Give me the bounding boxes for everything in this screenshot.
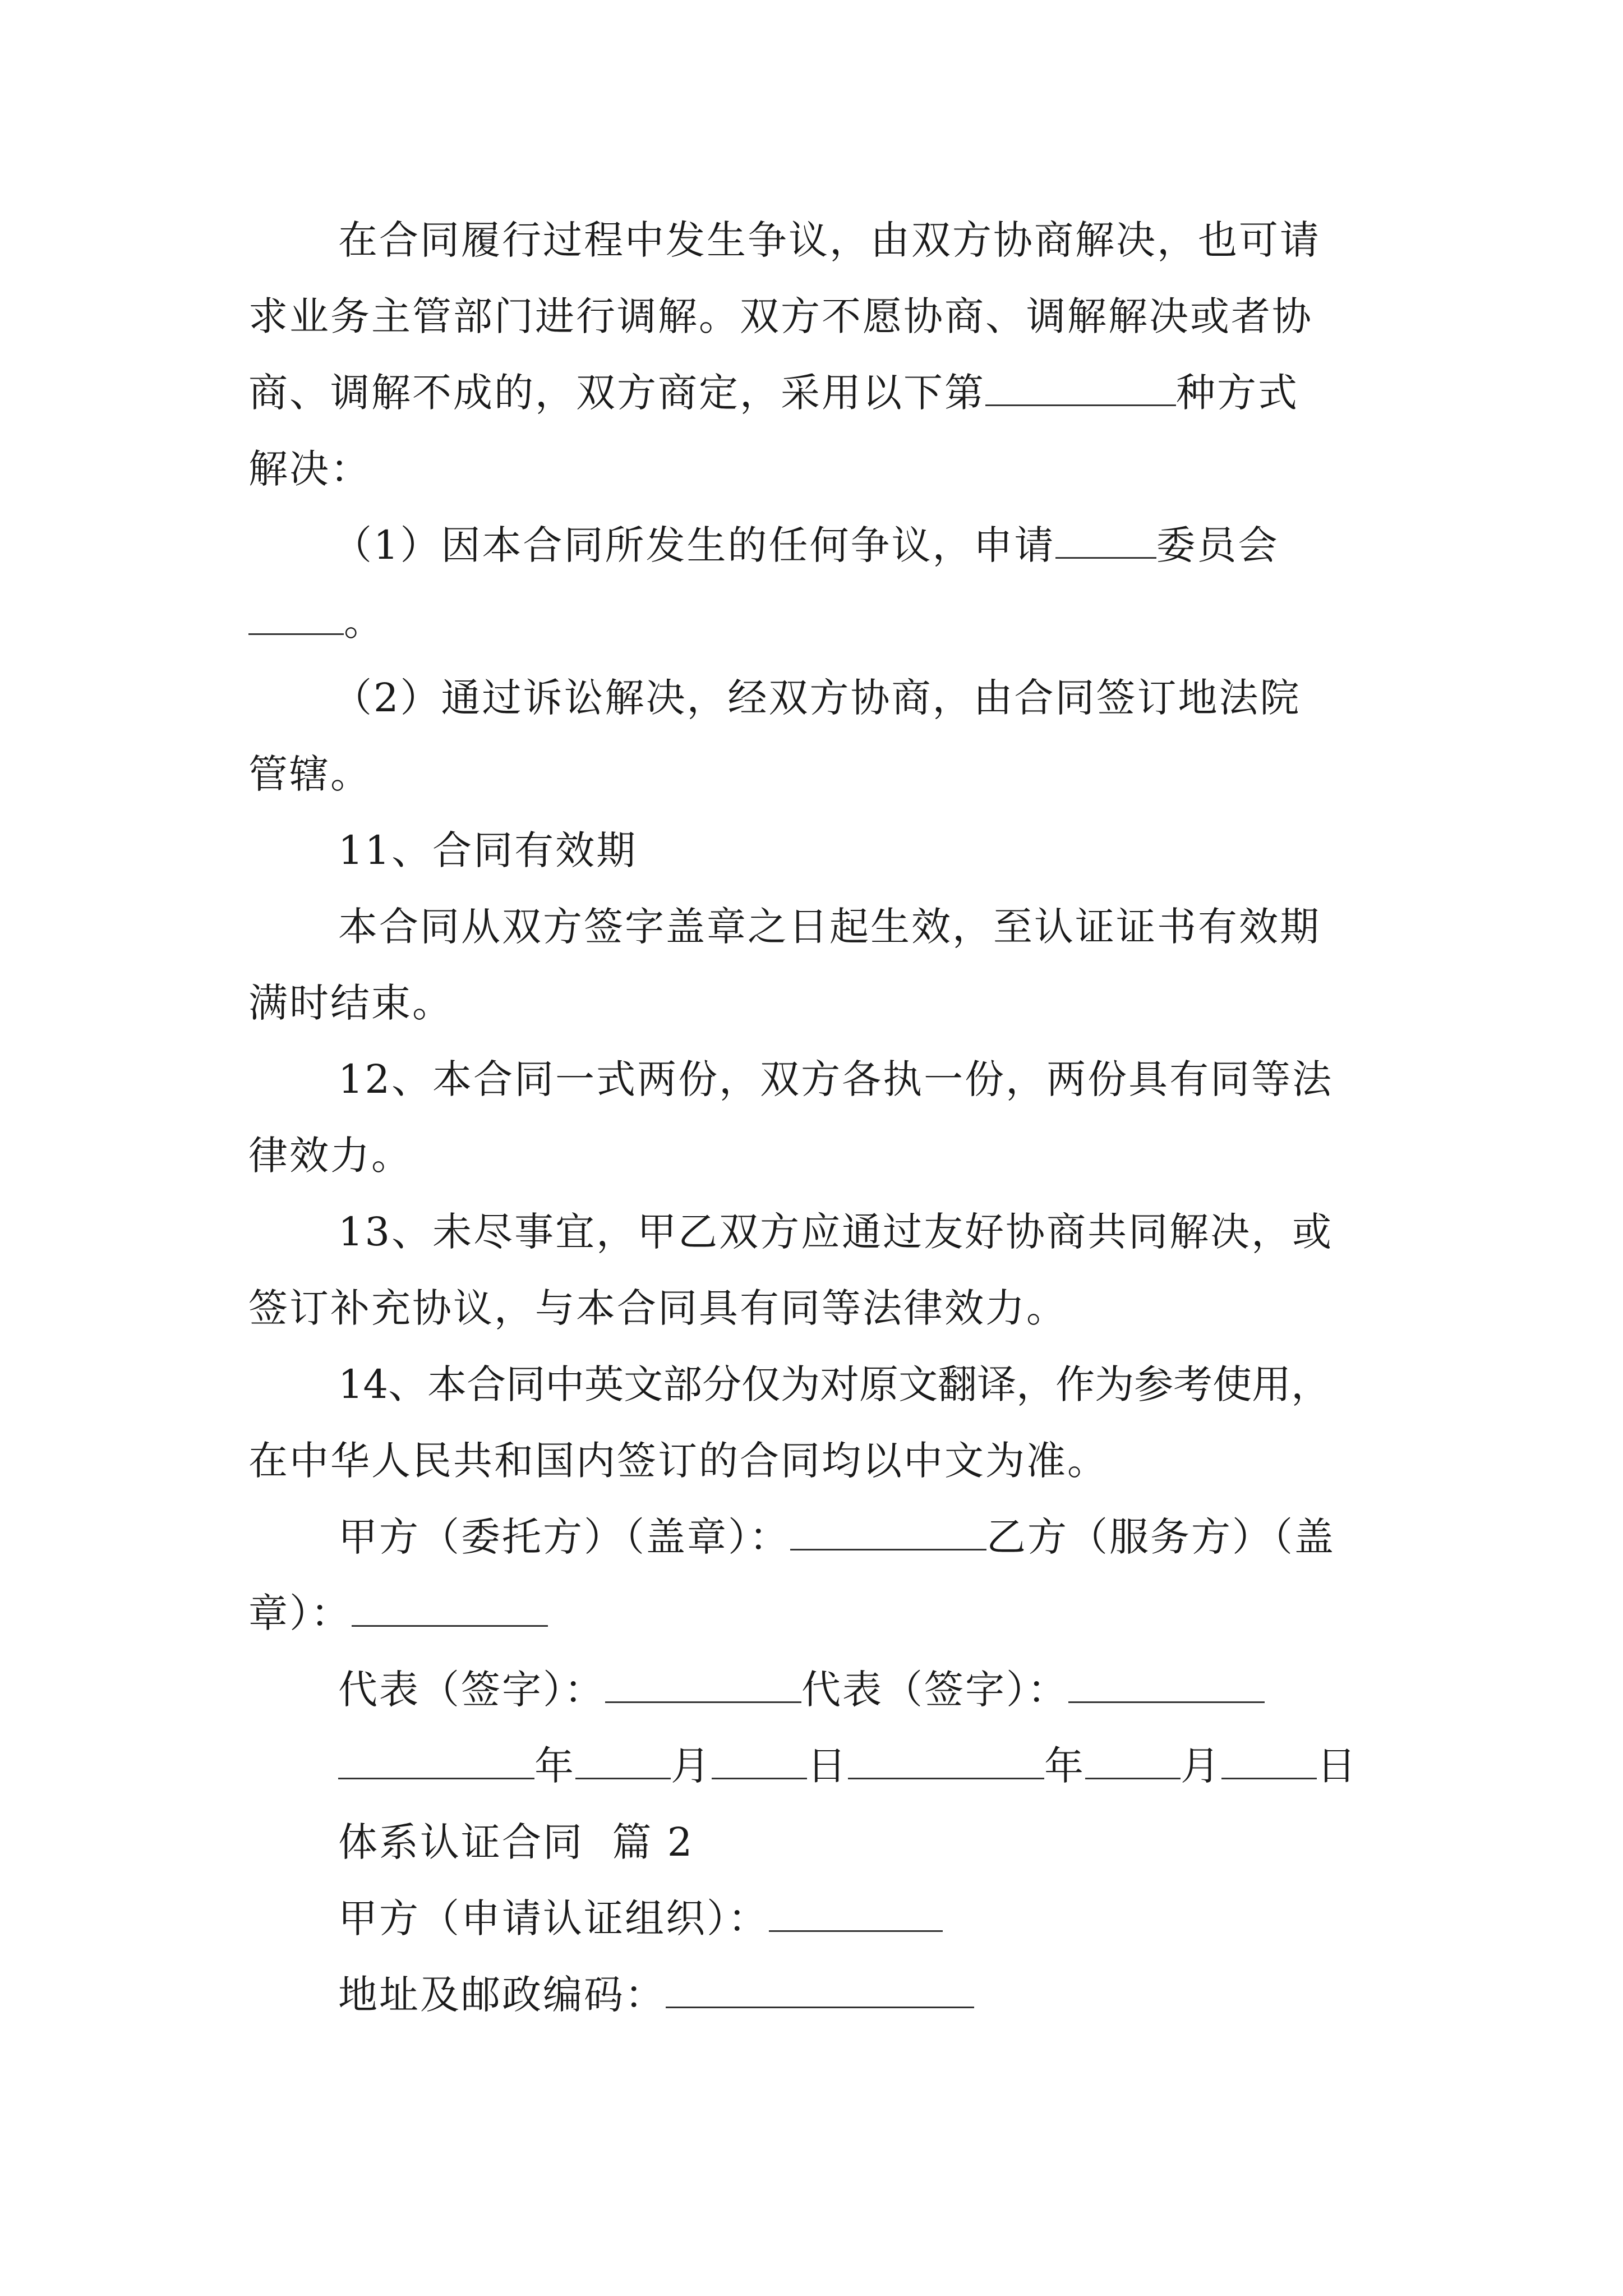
next-section-title	[248, 1804, 1370, 1880]
party-a-label: 甲方（申请认证组织）：	[338, 1895, 769, 1941]
signature-line-dates	[248, 1728, 1370, 1804]
text: 在合同履行过程中发生争议，由双方协商解决，也可请	[338, 217, 1321, 263]
paragraph-line	[248, 278, 1370, 355]
text: （1）因本合同所发生的任何争议，申请	[333, 522, 1055, 568]
text: 12、本合同一式两份，双方各执一份，两份具有同等法	[338, 1056, 1334, 1102]
paragraph-line	[248, 1117, 1370, 1194]
month-label: 月	[671, 1743, 712, 1789]
paragraph-line	[248, 583, 1370, 660]
paragraph-line	[248, 889, 1370, 965]
party-b-seal-blank[interactable]	[352, 1591, 548, 1627]
month-b-blank[interactable]	[1085, 1744, 1181, 1779]
text: 11、合同有效期	[338, 827, 638, 873]
day-b-blank[interactable]	[1221, 1744, 1317, 1779]
text: 体系认证合同 篇 2	[338, 1819, 694, 1865]
fill-blank[interactable]	[1055, 523, 1156, 559]
day-label: 日	[1317, 1743, 1358, 1789]
text: 商、调解不成的，双方商定，采用以下第	[248, 370, 985, 416]
paragraph-line	[248, 1346, 1370, 1423]
fill-blank[interactable]	[248, 600, 344, 635]
document-page	[248, 202, 1370, 2033]
paragraph-line	[248, 1270, 1370, 1346]
rep-a-label: 代表（签字）：	[338, 1667, 605, 1713]
text: 13、未尽事宜，甲乙双方应通过友好协商共同解决，或	[338, 1209, 1334, 1255]
text: 律效力。	[248, 1133, 412, 1179]
day-a-blank[interactable]	[712, 1744, 807, 1779]
paragraph-line	[248, 507, 1370, 583]
fill-blank[interactable]	[985, 371, 1176, 406]
paragraph-line	[248, 660, 1370, 736]
paragraph-line	[248, 1194, 1370, 1270]
paragraph-line	[248, 965, 1370, 1041]
signature-line-reps	[248, 1651, 1370, 1728]
year-a-blank[interactable]	[338, 1744, 534, 1779]
text: 14、本合同中英文部分仅为对原文翻译，作为参考使用，	[338, 1361, 1331, 1407]
paragraph-line	[248, 355, 1370, 431]
next-section-party-a	[248, 1880, 1370, 1957]
year-label: 年	[534, 1743, 575, 1789]
paragraph-line	[248, 431, 1370, 507]
text: 求业务主管部门进行调解。双方不愿协商、调解解决或者协	[248, 293, 1313, 339]
rep-b-sign-blank[interactable]	[1068, 1668, 1265, 1703]
day-label: 日	[807, 1743, 848, 1789]
month-label: 月	[1181, 1743, 1221, 1789]
text: 满时结束。	[248, 980, 453, 1026]
paragraph-line	[248, 202, 1370, 278]
text: 。	[344, 599, 385, 645]
party-a-name-blank[interactable]	[769, 1897, 943, 1932]
address-blank[interactable]	[666, 1973, 974, 2008]
text: 种方式	[1176, 370, 1299, 416]
paragraph-line	[248, 1041, 1370, 1117]
paragraph-line	[248, 1423, 1370, 1499]
party-b-label: 乙方（服务方）（盖	[986, 1514, 1335, 1560]
text: 委员会	[1156, 522, 1279, 568]
text: 签订补充协议，与本合同具有同等法律效力。	[248, 1285, 1067, 1331]
text: 在中华人民共和国内签订的合同均以中文为准。	[248, 1438, 1108, 1484]
text: 本合同从双方签字盖章之日起生效，至认证证书有效期	[338, 904, 1321, 950]
next-section-address	[248, 1957, 1370, 2033]
party-b-label-cont: 章）：	[248, 1590, 352, 1636]
party-a-seal-blank[interactable]	[790, 1515, 986, 1550]
text: 管辖。	[248, 751, 371, 797]
text: 解决：	[248, 446, 371, 492]
signature-line-parties	[248, 1499, 1370, 1575]
year-label: 年	[1044, 1743, 1085, 1789]
year-b-blank[interactable]	[848, 1744, 1044, 1779]
rep-a-sign-blank[interactable]	[605, 1668, 801, 1703]
month-a-blank[interactable]	[575, 1744, 671, 1779]
rep-b-label: 代表（签字）：	[801, 1667, 1068, 1713]
paragraph-line	[248, 736, 1370, 812]
signature-line-parties-cont	[248, 1575, 1370, 1651]
party-a-label: 甲方（委托方）（盖章）：	[338, 1514, 790, 1560]
address-label: 地址及邮政编码：	[338, 1972, 666, 2018]
text: （2）通过诉讼解决，经双方协商，由合同签订地法院	[333, 675, 1301, 721]
section-heading	[248, 812, 1370, 889]
